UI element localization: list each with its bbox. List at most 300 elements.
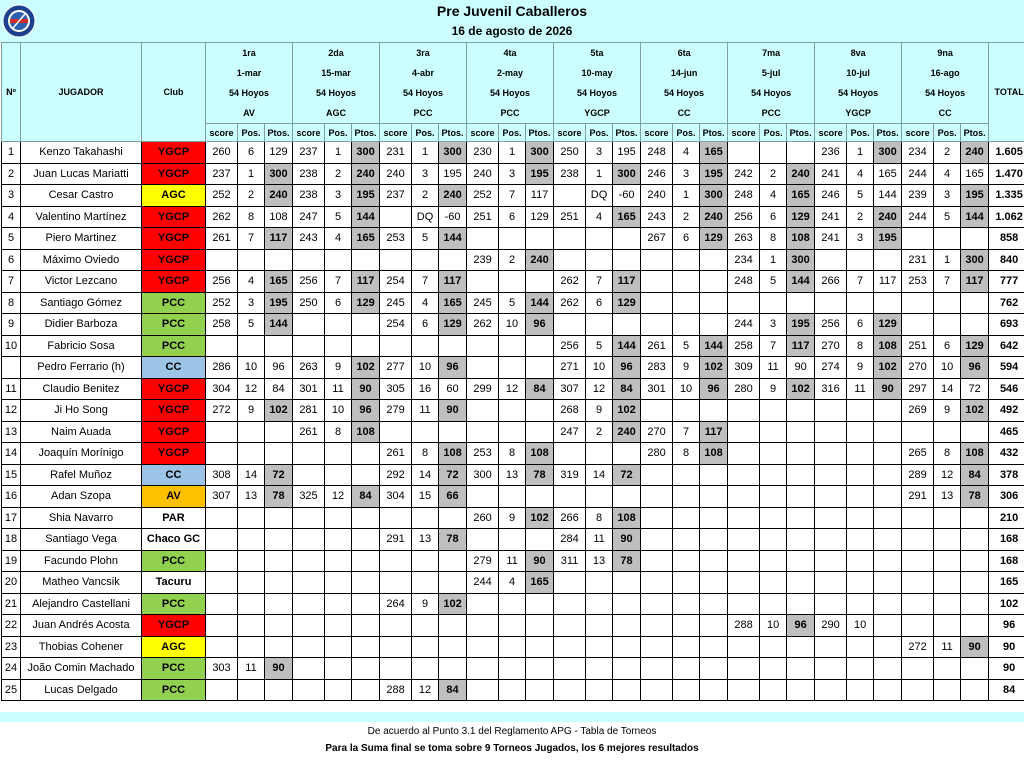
player-number: 13 <box>2 421 21 443</box>
table-row <box>2 206 1024 228</box>
player-total: 102 <box>989 593 1024 615</box>
result-position <box>238 679 265 701</box>
result-points <box>265 572 293 594</box>
player-number: 14 <box>2 443 21 465</box>
result-position: 12 <box>325 486 352 508</box>
result-points: 117 <box>352 271 380 293</box>
result-score <box>815 443 847 465</box>
result-score: 271 <box>554 357 586 379</box>
result-points <box>526 228 554 250</box>
result-score <box>902 572 934 594</box>
result-score <box>467 658 499 680</box>
subcol-header-pos: Pos. <box>499 124 526 142</box>
result-position <box>325 464 352 486</box>
result-score <box>641 636 673 658</box>
result-points <box>352 572 380 594</box>
result-position: 12 <box>499 378 526 400</box>
result-points <box>613 636 641 658</box>
result-score <box>206 550 238 572</box>
result-position: 5 <box>673 335 700 357</box>
table-row <box>2 400 1024 422</box>
result-points: 102 <box>352 357 380 379</box>
player-number: 23 <box>2 636 21 658</box>
result-position: 14 <box>238 464 265 486</box>
tournament-date: 1-mar <box>206 63 293 83</box>
result-score: 243 <box>641 206 673 228</box>
result-score <box>815 292 847 314</box>
result-score <box>641 292 673 314</box>
result-points: 240 <box>961 142 989 164</box>
player-name: Naim Auada <box>21 421 142 443</box>
result-score: 254 <box>380 314 412 336</box>
result-score: 284 <box>554 529 586 551</box>
result-position: 8 <box>238 206 265 228</box>
subcol-header-pos: Pos. <box>325 124 352 142</box>
col-header-total: TOTAL <box>989 43 1024 142</box>
result-position: 4 <box>412 292 439 314</box>
result-points <box>874 529 902 551</box>
result-position: 2 <box>847 206 874 228</box>
result-position: 7 <box>499 185 526 207</box>
result-score <box>293 679 325 701</box>
result-position <box>238 507 265 529</box>
result-position: 8 <box>847 335 874 357</box>
result-score: 244 <box>902 206 934 228</box>
result-points: 102 <box>265 400 293 422</box>
result-score: 256 <box>554 335 586 357</box>
result-score <box>206 421 238 443</box>
table-row <box>2 572 1024 594</box>
result-position <box>412 507 439 529</box>
table-row <box>2 228 1024 250</box>
result-points: 108 <box>352 421 380 443</box>
result-points <box>700 636 728 658</box>
table-row <box>2 271 1024 293</box>
table-row <box>2 443 1024 465</box>
result-position <box>586 658 613 680</box>
result-position: 8 <box>325 421 352 443</box>
player-number: 4 <box>2 206 21 228</box>
result-position: 1 <box>847 142 874 164</box>
result-points: 195 <box>874 228 902 250</box>
player-club: PCC <box>142 314 206 336</box>
result-score <box>815 507 847 529</box>
result-score <box>815 572 847 594</box>
subcol-header-pts: Ptos. <box>352 124 380 142</box>
result-position: 3 <box>847 228 874 250</box>
result-score <box>206 249 238 271</box>
result-score <box>293 443 325 465</box>
tournament-holes: 54 Hoyos <box>728 83 815 103</box>
result-position <box>325 507 352 529</box>
result-points <box>439 550 467 572</box>
result-position: 3 <box>325 185 352 207</box>
result-position <box>499 593 526 615</box>
result-position: 6 <box>499 206 526 228</box>
result-score <box>554 314 586 336</box>
result-points: 195 <box>700 163 728 185</box>
result-position <box>586 636 613 658</box>
tournament-n: 2da <box>293 43 380 64</box>
result-score <box>641 464 673 486</box>
result-position <box>325 443 352 465</box>
result-position <box>760 593 787 615</box>
result-points: 144 <box>961 206 989 228</box>
result-position <box>673 292 700 314</box>
result-position: 6 <box>760 206 787 228</box>
player-number <box>2 357 21 379</box>
result-points: 96 <box>265 357 293 379</box>
result-score: 244 <box>902 163 934 185</box>
result-points <box>787 142 815 164</box>
result-position <box>760 636 787 658</box>
result-position <box>673 507 700 529</box>
result-score: 288 <box>728 615 760 637</box>
result-points <box>526 335 554 357</box>
table-row <box>2 249 1024 271</box>
result-position <box>412 249 439 271</box>
result-position <box>760 464 787 486</box>
result-position <box>325 572 352 594</box>
player-number: 8 <box>2 292 21 314</box>
player-number: 10 <box>2 335 21 357</box>
result-position <box>325 636 352 658</box>
result-position <box>325 615 352 637</box>
result-position <box>847 593 874 615</box>
result-position: 11 <box>499 550 526 572</box>
tournament-n: 9na <box>902 43 989 64</box>
result-score <box>815 636 847 658</box>
result-position: 15 <box>412 486 439 508</box>
player-club: Tacuru <box>142 572 206 594</box>
result-points: 144 <box>439 228 467 250</box>
player-number: 1 <box>2 142 21 164</box>
result-score: 241 <box>815 206 847 228</box>
player-name: Matheo Vancsik <box>21 572 142 594</box>
result-position: 9 <box>586 400 613 422</box>
result-points <box>700 486 728 508</box>
result-position: 11 <box>238 658 265 680</box>
result-score <box>293 550 325 572</box>
result-score <box>206 636 238 658</box>
result-position <box>238 593 265 615</box>
result-position <box>499 228 526 250</box>
result-points: 129 <box>787 206 815 228</box>
result-score: 261 <box>380 443 412 465</box>
tournament-date: 10-jul <box>815 63 902 83</box>
player-name: Claudio Benitez <box>21 378 142 400</box>
result-position: 11 <box>325 378 352 400</box>
result-points <box>700 529 728 551</box>
result-points: 129 <box>613 292 641 314</box>
result-position: 9 <box>673 357 700 379</box>
result-points <box>439 636 467 658</box>
player-club: YGCP <box>142 271 206 293</box>
result-points <box>352 550 380 572</box>
result-position: 7 <box>325 271 352 293</box>
table-row <box>2 658 1024 680</box>
result-position <box>934 314 961 336</box>
result-score: 264 <box>380 593 412 615</box>
player-name: Joaquín Morínigo <box>21 443 142 465</box>
result-score: 266 <box>554 507 586 529</box>
player-club: YGCP <box>142 421 206 443</box>
result-score <box>554 572 586 594</box>
result-points <box>526 357 554 379</box>
result-points <box>787 550 815 572</box>
result-points <box>352 464 380 486</box>
result-points <box>700 679 728 701</box>
result-score: 262 <box>206 206 238 228</box>
result-points: 165 <box>700 142 728 164</box>
result-position: 2 <box>934 142 961 164</box>
result-points: 144 <box>526 292 554 314</box>
player-name: Alejandro Castellani <box>21 593 142 615</box>
result-points: 90 <box>961 636 989 658</box>
player-club: YGCP <box>142 163 206 185</box>
result-points: 240 <box>700 206 728 228</box>
result-score <box>554 486 586 508</box>
result-points: 108 <box>439 443 467 465</box>
result-position <box>934 679 961 701</box>
result-position: 10 <box>586 357 613 379</box>
result-position <box>760 679 787 701</box>
player-total: 840 <box>989 249 1024 271</box>
tournament-holes: 54 Hoyos <box>902 83 989 103</box>
result-position <box>934 228 961 250</box>
player-club: PCC <box>142 679 206 701</box>
result-points: 165 <box>265 271 293 293</box>
table-row <box>2 593 1024 615</box>
result-score <box>815 550 847 572</box>
subcol-header-pts: Ptos. <box>874 124 902 142</box>
result-position <box>238 615 265 637</box>
result-position: 13 <box>586 550 613 572</box>
tournament-holes: 54 Hoyos <box>206 83 293 103</box>
result-score: 261 <box>293 421 325 443</box>
result-points: 240 <box>526 249 554 271</box>
player-name: Máximo Oviedo <box>21 249 142 271</box>
result-points <box>961 593 989 615</box>
result-position: 4 <box>325 228 352 250</box>
result-points: 72 <box>613 464 641 486</box>
result-score <box>902 593 934 615</box>
player-total: 594 <box>989 357 1024 379</box>
result-points <box>961 228 989 250</box>
result-position: 5 <box>760 271 787 293</box>
result-score <box>815 679 847 701</box>
result-points: 90 <box>874 378 902 400</box>
result-score <box>380 550 412 572</box>
result-position: 8 <box>760 228 787 250</box>
result-position <box>673 271 700 293</box>
result-points <box>787 593 815 615</box>
player-name: Juan Lucas Mariatti <box>21 163 142 185</box>
table-row <box>2 529 1024 551</box>
player-total: 165 <box>989 572 1024 594</box>
result-score <box>554 615 586 637</box>
result-score <box>902 314 934 336</box>
result-position: 10 <box>499 314 526 336</box>
result-points <box>700 464 728 486</box>
result-score: 272 <box>902 636 934 658</box>
result-position <box>325 529 352 551</box>
result-position: 11 <box>847 378 874 400</box>
result-score: 238 <box>293 185 325 207</box>
result-position: 6 <box>238 142 265 164</box>
result-position: 2 <box>412 185 439 207</box>
result-points: 72 <box>265 464 293 486</box>
result-score <box>293 572 325 594</box>
result-position: 13 <box>934 486 961 508</box>
tournament-date: 15-mar <box>293 63 380 83</box>
result-score: 303 <box>206 658 238 680</box>
result-score <box>380 658 412 680</box>
result-points <box>961 572 989 594</box>
result-position: 6 <box>586 292 613 314</box>
result-points <box>961 314 989 336</box>
result-score: 256 <box>206 271 238 293</box>
result-points <box>874 507 902 529</box>
result-score: 283 <box>641 357 673 379</box>
subcol-header-pos: Pos. <box>238 124 265 142</box>
result-score <box>467 421 499 443</box>
result-score <box>467 335 499 357</box>
result-points <box>787 572 815 594</box>
result-points: 96 <box>700 378 728 400</box>
result-points <box>352 443 380 465</box>
page-date: 16 de agosto de 2026 <box>451 24 573 38</box>
tournament-n: 6ta <box>641 43 728 64</box>
result-score: 270 <box>641 421 673 443</box>
result-points <box>613 615 641 637</box>
result-points <box>526 615 554 637</box>
result-points: 144 <box>352 206 380 228</box>
result-position: 12 <box>934 464 961 486</box>
col-header-number: Nº <box>2 43 21 142</box>
player-total: 762 <box>989 292 1024 314</box>
result-score <box>293 593 325 615</box>
result-position <box>586 615 613 637</box>
result-position: 1 <box>325 142 352 164</box>
result-position <box>586 228 613 250</box>
player-total: 378 <box>989 464 1024 486</box>
tournament-venue: PCC <box>380 103 467 124</box>
result-position <box>238 550 265 572</box>
result-position <box>238 249 265 271</box>
player-number: 18 <box>2 529 21 551</box>
result-score <box>728 464 760 486</box>
result-position: 11 <box>586 529 613 551</box>
result-points <box>439 335 467 357</box>
result-position <box>760 529 787 551</box>
result-score <box>554 443 586 465</box>
subcol-header-score: score <box>902 124 934 142</box>
result-score <box>554 185 586 207</box>
result-score <box>293 314 325 336</box>
result-score <box>728 679 760 701</box>
result-score <box>728 593 760 615</box>
tournament-n: 5ta <box>554 43 641 64</box>
player-club: YGCP <box>142 228 206 250</box>
result-score <box>293 658 325 680</box>
result-score <box>815 658 847 680</box>
result-points <box>700 249 728 271</box>
result-score <box>206 507 238 529</box>
result-points <box>439 249 467 271</box>
subcol-header-score: score <box>641 124 673 142</box>
result-score <box>641 615 673 637</box>
result-position <box>673 572 700 594</box>
result-score: 254 <box>380 271 412 293</box>
result-points <box>700 314 728 336</box>
result-position <box>934 507 961 529</box>
result-position: 7 <box>412 271 439 293</box>
result-score: 301 <box>293 378 325 400</box>
player-total: 306 <box>989 486 1024 508</box>
result-score <box>902 615 934 637</box>
footer-note-rule: De acuerdo al Punto 3.1 del Reglamento APG - Tabla de Torneos <box>367 726 657 737</box>
result-points <box>613 443 641 465</box>
result-points <box>700 400 728 422</box>
result-points: 129 <box>439 314 467 336</box>
result-score: 262 <box>467 314 499 336</box>
result-score: 260 <box>206 142 238 164</box>
result-score <box>380 421 412 443</box>
result-position: 3 <box>760 314 787 336</box>
result-score: 246 <box>641 163 673 185</box>
player-name: Victor Lezcano <box>21 271 142 293</box>
tournament-holes: 54 Hoyos <box>293 83 380 103</box>
result-points <box>787 421 815 443</box>
result-score: 239 <box>467 249 499 271</box>
result-position: 8 <box>586 507 613 529</box>
result-position <box>673 615 700 637</box>
tournament-n: 4ta <box>467 43 554 64</box>
result-position <box>673 658 700 680</box>
result-points: 78 <box>265 486 293 508</box>
result-score: 239 <box>902 185 934 207</box>
result-position <box>412 658 439 680</box>
result-score <box>467 529 499 551</box>
result-score: 237 <box>293 142 325 164</box>
result-score <box>815 593 847 615</box>
result-position <box>760 658 787 680</box>
player-name: Fabricio Sosa <box>21 335 142 357</box>
result-score: 240 <box>380 163 412 185</box>
tournament-holes: 54 Hoyos <box>467 83 554 103</box>
result-points <box>787 507 815 529</box>
result-position <box>760 421 787 443</box>
result-score: 292 <box>380 464 412 486</box>
result-position <box>499 335 526 357</box>
result-score <box>641 529 673 551</box>
result-points <box>265 615 293 637</box>
result-points <box>613 572 641 594</box>
player-number: 22 <box>2 615 21 637</box>
result-points: -60 <box>613 185 641 207</box>
result-score: 311 <box>554 550 586 572</box>
player-club: YGCP <box>142 206 206 228</box>
result-score: 262 <box>554 292 586 314</box>
result-points <box>961 679 989 701</box>
result-position <box>412 572 439 594</box>
result-score: 238 <box>293 163 325 185</box>
result-points: 300 <box>613 163 641 185</box>
result-score <box>815 400 847 422</box>
result-score: 247 <box>293 206 325 228</box>
result-position <box>847 572 874 594</box>
